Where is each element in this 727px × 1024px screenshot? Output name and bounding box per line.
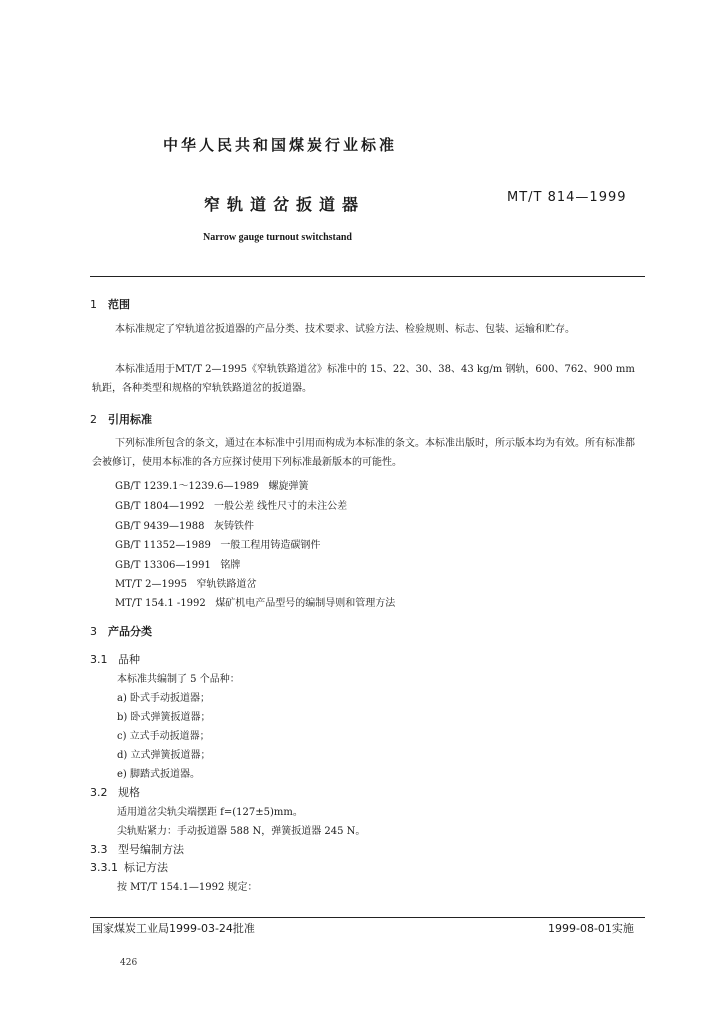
- section-3-3-heading: [90, 841, 184, 857]
- section-number: 3.3: [90, 843, 108, 856]
- reference-code: GB/T 1804—1992: [115, 501, 205, 512]
- section-number: 3.2: [90, 786, 108, 799]
- section-1-heading: [90, 296, 130, 312]
- varieties-intro: 本标准共编制了 5 个品种：: [117, 674, 240, 685]
- reference-code: GB/T 11352—1989: [115, 540, 211, 551]
- reference-code: GB/T 1239.1～1239.6—1989: [115, 481, 259, 492]
- section-title: 型号编制方法: [118, 843, 184, 856]
- reference-item: [115, 556, 240, 571]
- section-number: 3: [90, 625, 97, 638]
- reference-name: 螺旋弹簧: [268, 481, 309, 492]
- page-number: 426: [120, 958, 138, 968]
- section-3-3-1-heading: [90, 859, 168, 875]
- reference-name: 灰铸铁件: [214, 521, 254, 532]
- reference-item: [115, 594, 395, 609]
- section-number: 3.1: [90, 653, 108, 666]
- document-title-cn: 窄轨道岔扳道器: [204, 195, 366, 214]
- list-item: c) 立式手动扳道器；: [117, 731, 210, 742]
- list-item: e) 脚踏式扳道器。: [117, 769, 200, 780]
- reference-name: 煤矿机电产品型号的编制导则和管理方法: [215, 598, 396, 609]
- reference-code: GB/T 13306—1991: [115, 560, 211, 571]
- header-divider: [90, 276, 645, 277]
- marking-line: 按 MT/T 154.1—1992 规定：: [117, 882, 258, 893]
- reference-item: [115, 517, 254, 532]
- section-number: 3.3.1: [90, 861, 118, 874]
- section-title: 范围: [108, 298, 130, 311]
- list-item: a) 卧式手动扳道器；: [117, 693, 211, 704]
- reference-item: [115, 575, 257, 590]
- reference-code: GB/T 9439—1988: [115, 521, 205, 532]
- reference-item: [115, 536, 320, 551]
- reference-code: MT/T 2—1995: [115, 579, 187, 590]
- reference-item: [115, 477, 309, 492]
- implementation-date: 1999-08-01实施: [548, 922, 634, 935]
- reference-item: [115, 497, 347, 512]
- section-title: 产品分类: [108, 625, 152, 638]
- list-item: b) 卧式弹簧扳道器；: [117, 712, 211, 723]
- spec-line: 适用道岔尖轨尖端摆距 f=(127±5)mm。: [117, 807, 303, 818]
- section-3-1-heading: [90, 651, 140, 667]
- reference-code: MT/T 154.1 -1992: [115, 598, 206, 609]
- section-2-intro: 下列标准所包含的条文，通过在本标准中引用而构成为本标准的条文。本标准出版时，所示版本均为有效。所有标准都会被修订，使用本标准的各方应探讨使用下列标准最新版本的可能性。: [92, 438, 635, 468]
- reference-name: 铭牌: [220, 560, 241, 571]
- footer-divider: [90, 917, 645, 918]
- spec-line: 尖轨贴紧力：手动扳道器 588 N，弹簧扳道器 245 N。: [117, 826, 366, 837]
- document-title-en: Narrow gauge turnout switchstand: [203, 232, 352, 243]
- reference-name: 一般工程用铸造碳钢件: [220, 540, 321, 551]
- section-1-paragraph-1: 本标准规定了窄轨道岔扳道器的产品分类、技术要求、试验方法、检验规则、标志、包装、运输和贮存。: [115, 324, 575, 335]
- approval-line: 国家煤炭工业局1999-03-24批准: [92, 922, 255, 935]
- section-title: 引用标准: [108, 413, 152, 426]
- reference-name: 一般公差 线性尺寸的未注公差: [214, 501, 348, 512]
- reference-name: 窄轨铁路道岔: [196, 579, 257, 590]
- section-2-heading: [90, 411, 152, 427]
- section-title: 规格: [118, 786, 140, 799]
- section-3-2-heading: [90, 784, 140, 800]
- section-1-paragraph-2: 本标准适用于MT/T 2—1995《窄轨铁路道岔》标准中的 15、22、30、38、43 kg/m 钢轨，600、762、900 mm轨距，各种类型和规格的窄轨铁路道岔的扳道器。: [92, 364, 635, 394]
- section-3-heading: [90, 623, 152, 639]
- list-item: d) 立式弹簧扳道器；: [117, 750, 211, 761]
- section-title: 标记方法: [124, 861, 168, 874]
- section-number: 1: [90, 298, 97, 311]
- standard-number: MT/T 814—1999: [507, 190, 627, 205]
- issuing-organization: 中华人民共和国煤炭行业标准: [163, 136, 398, 154]
- section-title: 品种: [118, 653, 140, 666]
- section-number: 2: [90, 413, 97, 426]
